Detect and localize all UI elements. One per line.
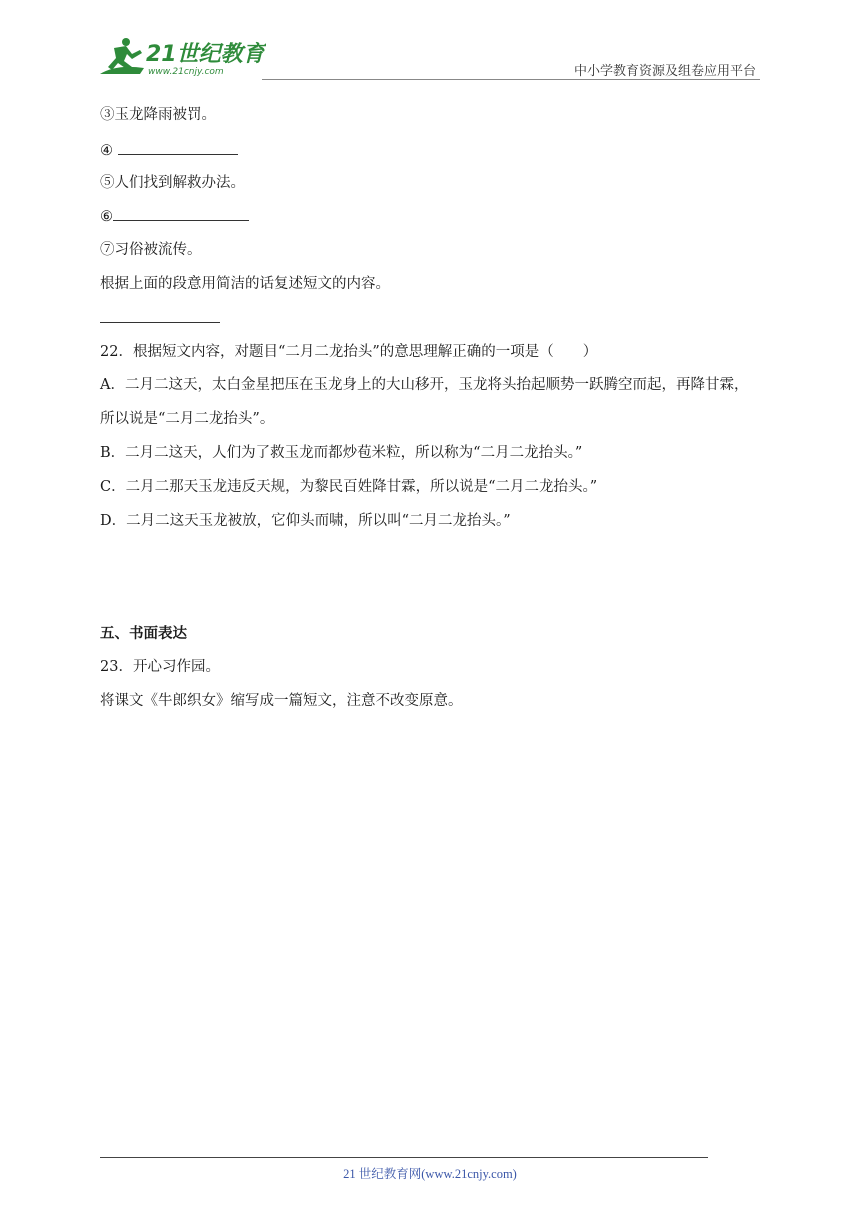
section-5-title: 五、书面表达 xyxy=(100,626,187,642)
option-a-line1: A．二月二这天，太白金星把压在玉龙身上的大山移开，玉龙将头抬起顺势一跃腾空而起，再降甘霖， xyxy=(100,377,749,393)
outline-item-6-label: ⑥ xyxy=(100,209,113,225)
header-divider xyxy=(262,79,760,80)
footer-text: 21 世纪教育网(www.21cnjy.com) xyxy=(343,1167,517,1181)
answer-blank-retell[interactable] xyxy=(100,308,220,323)
option-a-line2: 所以说是“二月二龙抬头”。 xyxy=(100,411,275,427)
outline-item-3: ③玉龙降雨被罚。 xyxy=(100,107,216,123)
question-23-prompt: 将课文《牛郎织女》缩写成一篇短文，注意不改变原意。 xyxy=(100,693,463,709)
retell-answer-line xyxy=(100,308,220,329)
outline-item-6 xyxy=(100,206,249,227)
logo-text: 21世纪教育 xyxy=(146,42,265,67)
outline-item-5: ⑤人们找到解救办法。 xyxy=(100,175,245,191)
platform-name: 中小学教育资源及组卷应用平台 xyxy=(573,64,756,79)
logo-url: www.21cnjy.com xyxy=(148,67,224,77)
site-logo xyxy=(96,34,266,80)
option-d: D．二月二这天玉龙被放，它仰头而啸，所以叫“二月二龙抬头。” xyxy=(100,513,511,529)
question-23: 23．开心习作园。 xyxy=(100,659,220,675)
answer-blank-6[interactable] xyxy=(113,206,249,221)
footer-divider xyxy=(100,1157,708,1158)
outline-item-4-label: ④ xyxy=(100,143,118,159)
option-c: C．二月二那天玉龙违反天规，为黎民百姓降甘霖，所以说是“二月二龙抬头。” xyxy=(100,479,598,495)
question-22-stem: 22．根据短文内容，对题目“二月二龙抬头”的意思理解正确的一项是（ ） xyxy=(100,344,598,360)
answer-blank-4[interactable] xyxy=(118,140,238,155)
retell-instruction: 根据上面的段意用简洁的话复述短文的内容。 xyxy=(100,276,390,292)
outline-item-7: ⑦习俗被流传。 xyxy=(100,242,202,258)
option-b: B．二月二这天，人们为了救玉龙而都炒苞米粒，所以称为“二月二龙抬头。” xyxy=(100,445,583,461)
outline-item-4 xyxy=(100,140,238,161)
